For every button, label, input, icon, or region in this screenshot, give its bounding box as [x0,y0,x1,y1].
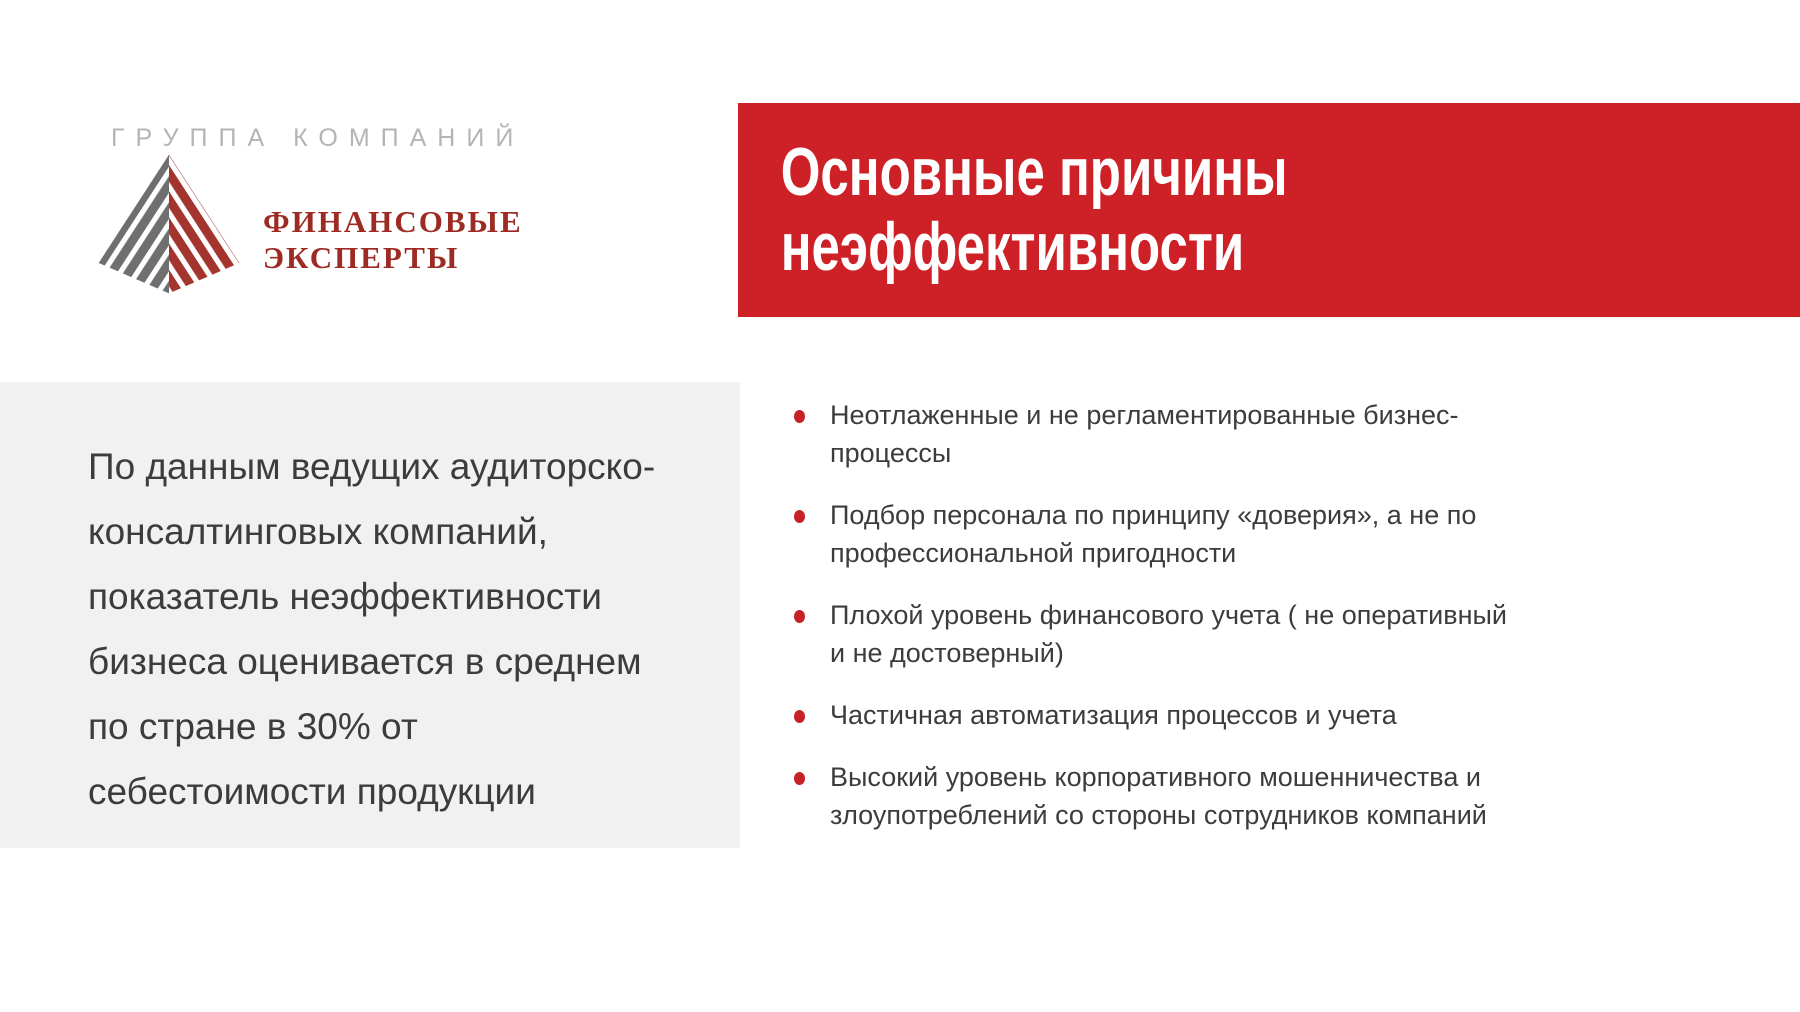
slide-title-line1: Основные причины [780,134,1288,210]
stat-paragraph-line: бизнеса оценивается в среднем [88,641,642,682]
stat-paragraph [88,434,655,824]
list-item: Подбор персонала по принципу «доверия», а не по профессиональной пригодности [790,496,1507,572]
stat-paragraph-line: по стране в 30% от [88,706,418,747]
logo-company-name-line2: ЭКСПЕРТЫ [263,240,460,275]
stat-paragraph-line: показатель неэффективности [88,576,602,617]
pyramid-logo-icon [93,150,245,298]
stat-paragraph-line: По данным ведущих аудиторско- [88,446,656,487]
list-item: Частичная автоматизация процессов и учета [790,696,1507,734]
list-item: Высокий уровень корпоративного мошенничества и злоупотреблений со стороны сотрудников компаний [790,758,1507,834]
stat-panel [0,382,740,848]
slide-title-line2: неэффективности [780,209,1245,285]
slide-title [738,135,1288,285]
list-item: Плохой уровень финансового учета ( не оперативный и не достоверный) [790,596,1507,672]
logo-company-name-line1: ФИНАНСОВЫЕ [263,204,523,239]
stat-paragraph-line: себестоимости продукции [88,771,536,812]
stat-paragraph-line: консалтинговых компаний, [88,511,548,552]
list-item: Неотлаженные и не регламентированные бизнес- процессы [790,396,1507,472]
logo-group-label: ГРУППА КОМПАНИЙ [111,124,525,152]
reasons-list [790,396,1507,858]
logo-company-name [263,204,523,276]
title-banner [738,103,1800,317]
